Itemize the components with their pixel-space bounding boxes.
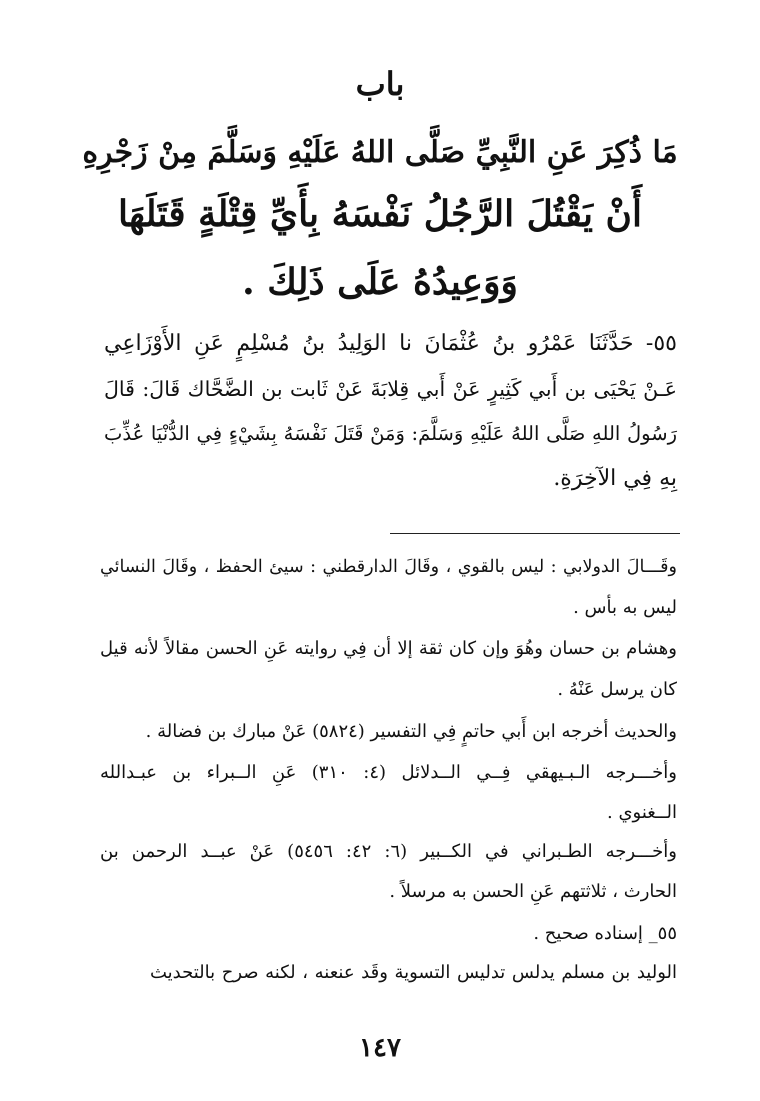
footnote-line-7: الــغنوي . xyxy=(607,802,677,823)
footnote-line-1: وقَـــالَ الدولابي : ليس بالقوي ، وقَالَ الدارقطني : سيئ الحفظ ، وقَالَ النسائي xyxy=(100,557,677,577)
footnote-divider xyxy=(390,533,680,534)
footnote-line-4: كان يرسل عَنْهُ . xyxy=(557,679,677,700)
footnote-line-11: الوليد بن مسلم يدلس تدليس التسوية وقَد عنعنه ، لكنه صرح بالتحديث xyxy=(150,962,677,983)
footnote-line-9: الحارث ، ثلاثتهم عَنِ الحسن به مرسلاً . xyxy=(389,881,677,902)
chapter-title-line-1: مَا ذُكِرَ عَنِ النَّبِيِّ صَلَّى اللهُ عَلَيْهِ وَسَلَّمَ مِنْ زَجْرِهِ xyxy=(82,135,678,170)
footnote-line-6: وأخـــرجه الـبـيهقي فِــي الــدلائل (٤: ٣١٠) عَنِ الــبراء بن عبـدالله xyxy=(100,762,677,783)
footnote-line-5: والحديث أخرجه ابن أَبي حاتمٍ فِي التفسير (٥٨٢٤) عَنْ مبارك بن فضالة . xyxy=(145,721,677,742)
footnote-line-2: ليس به بأس . xyxy=(573,597,677,618)
hadith-text-line-4: بِهِ فِي الآخِرَةِ. xyxy=(553,466,677,491)
chapter-title-line-3: وَوَعِيدُهُ عَلَى ذَلِكَ . xyxy=(242,261,518,303)
footnote-line-10: ٥٥_ إسناده صحيح . xyxy=(533,923,677,944)
hadith-text-line-3: رَسُولُ اللهِ صَلَّى اللهُ عَلَيْهِ وَسَلَّمَ: وَمَنْ قَتَلَ نَفْسَهُ بِشَيْءٍ فِي الدُّنْيَا عُذِّبَ xyxy=(104,422,677,445)
hadith-text-line-1: ٥٥- حَدَّثَنَا عَمْرُو بنُ عُثْمَانَ نا الوَلِيدُ بنُ مُسْلِمٍ عَنِ الأَوْزَاعِي xyxy=(104,331,677,356)
page-number: ١٤٧ xyxy=(359,1033,401,1063)
footnote-line-3: وهشام بن حسان وهُوَ وإن كان ثقة إلا أن فِي روايته عَنِ الحسن مقالاً لأنه قيل xyxy=(100,638,677,659)
chapter-title-line-2: أَنْ يَقْتُلَ الرَّجُلُ نَفْسَهُ بِأَيِّ قِتْلَةٍ قَتَلَهَا xyxy=(117,193,642,235)
footnote-line-8: وأخـــرجه الطـبراني في الكــبير (٦: ٤٢: ٥٤٥٦) عَنْ عبــد الرحمن بن xyxy=(100,841,677,862)
hadith-text-line-2: عَـنْ يَحْيَى بن أَبي كَثِيرٍ عَنْ أَبي قِلابَةَ عَنْ ثَابت بن الضَّحَّاك قَالَ: قَالَ xyxy=(104,377,677,401)
chapter-heading: باب xyxy=(355,65,405,103)
